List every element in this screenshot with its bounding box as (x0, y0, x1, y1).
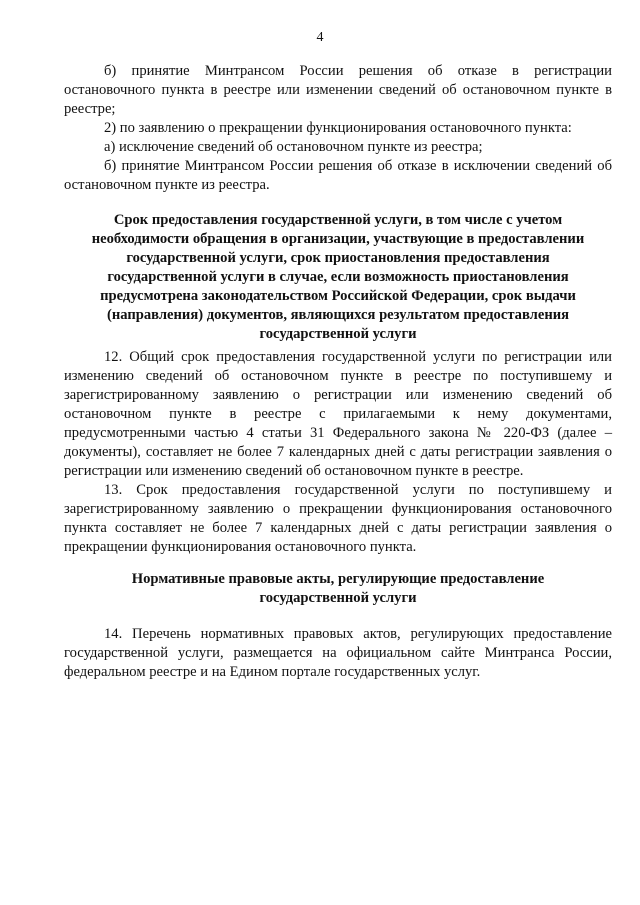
paragraph: 2) по заявлению о прекращении функционирования остановочного пункта: (104, 120, 572, 136)
paragraph: 14. Перечень нормативных правовых актов, регулирующих предоставление государственной услуги, размещается на официальном сайте Минтранса России, федеральном реестре и на Едином портале государственных услуг. (64, 626, 612, 680)
text-block-service-results (64, 62, 612, 195)
section-heading-service-term: Срок предоставления государственной услуги, в том числе с учетом необходимости обращения в организации, участвующие в предоставлении государственной услуги, срок приостановления предоставления государственной услуги в случае, если возможность приостановления предусмотрена законодательством Российской Федерации, срок выдачи (направления) документов, являющихся результатом предоставления государственной услуги (91, 212, 585, 342)
paragraph: 12. Общий срок предоставления государственной услуги по регистрации или изменению сведений об остановочном пункте в реестре по поступившему и зарегистрированному заявлению о регистрации или изменению сведений об остановочном пункте в реестре с прилагаемыми к нему документами, предусмотренными частью 4 статьи 31 Федерального закона № 220-ФЗ (далее – документы), составляет не более 7 календарных дней с даты регистрации заявления о регистрации или изменению сведений об остановочном пункте в реестре. (64, 349, 612, 479)
paragraph: 13. Срок предоставления государственной услуги по поступившему и зарегистрированному заявлению о прекращении функционирования остановочного пункта составляет не более 7 календарных дней с даты регистрации заявления о прекращении функционирования остановочного пункта. (64, 482, 612, 555)
text-block-service-term (64, 348, 612, 557)
paragraph: б) принятие Минтрансом России решения об отказе в исключении сведений об остановочном пункте из реестра. (64, 158, 612, 193)
paragraph: б) принятие Минтрансом России решения об отказе в регистрации остановочного пункта в реестре или изменении сведений об остановочном пункте в реестре; (64, 63, 612, 117)
text-block-legal-acts (64, 625, 612, 682)
page-number: 4 (316, 30, 324, 45)
section-heading-legal-acts: Нормативные правовые акты, регулирующие предоставление государственной услуги (131, 571, 545, 606)
paragraph: а) исключение сведений об остановочном пункте из реестра; (104, 139, 483, 155)
